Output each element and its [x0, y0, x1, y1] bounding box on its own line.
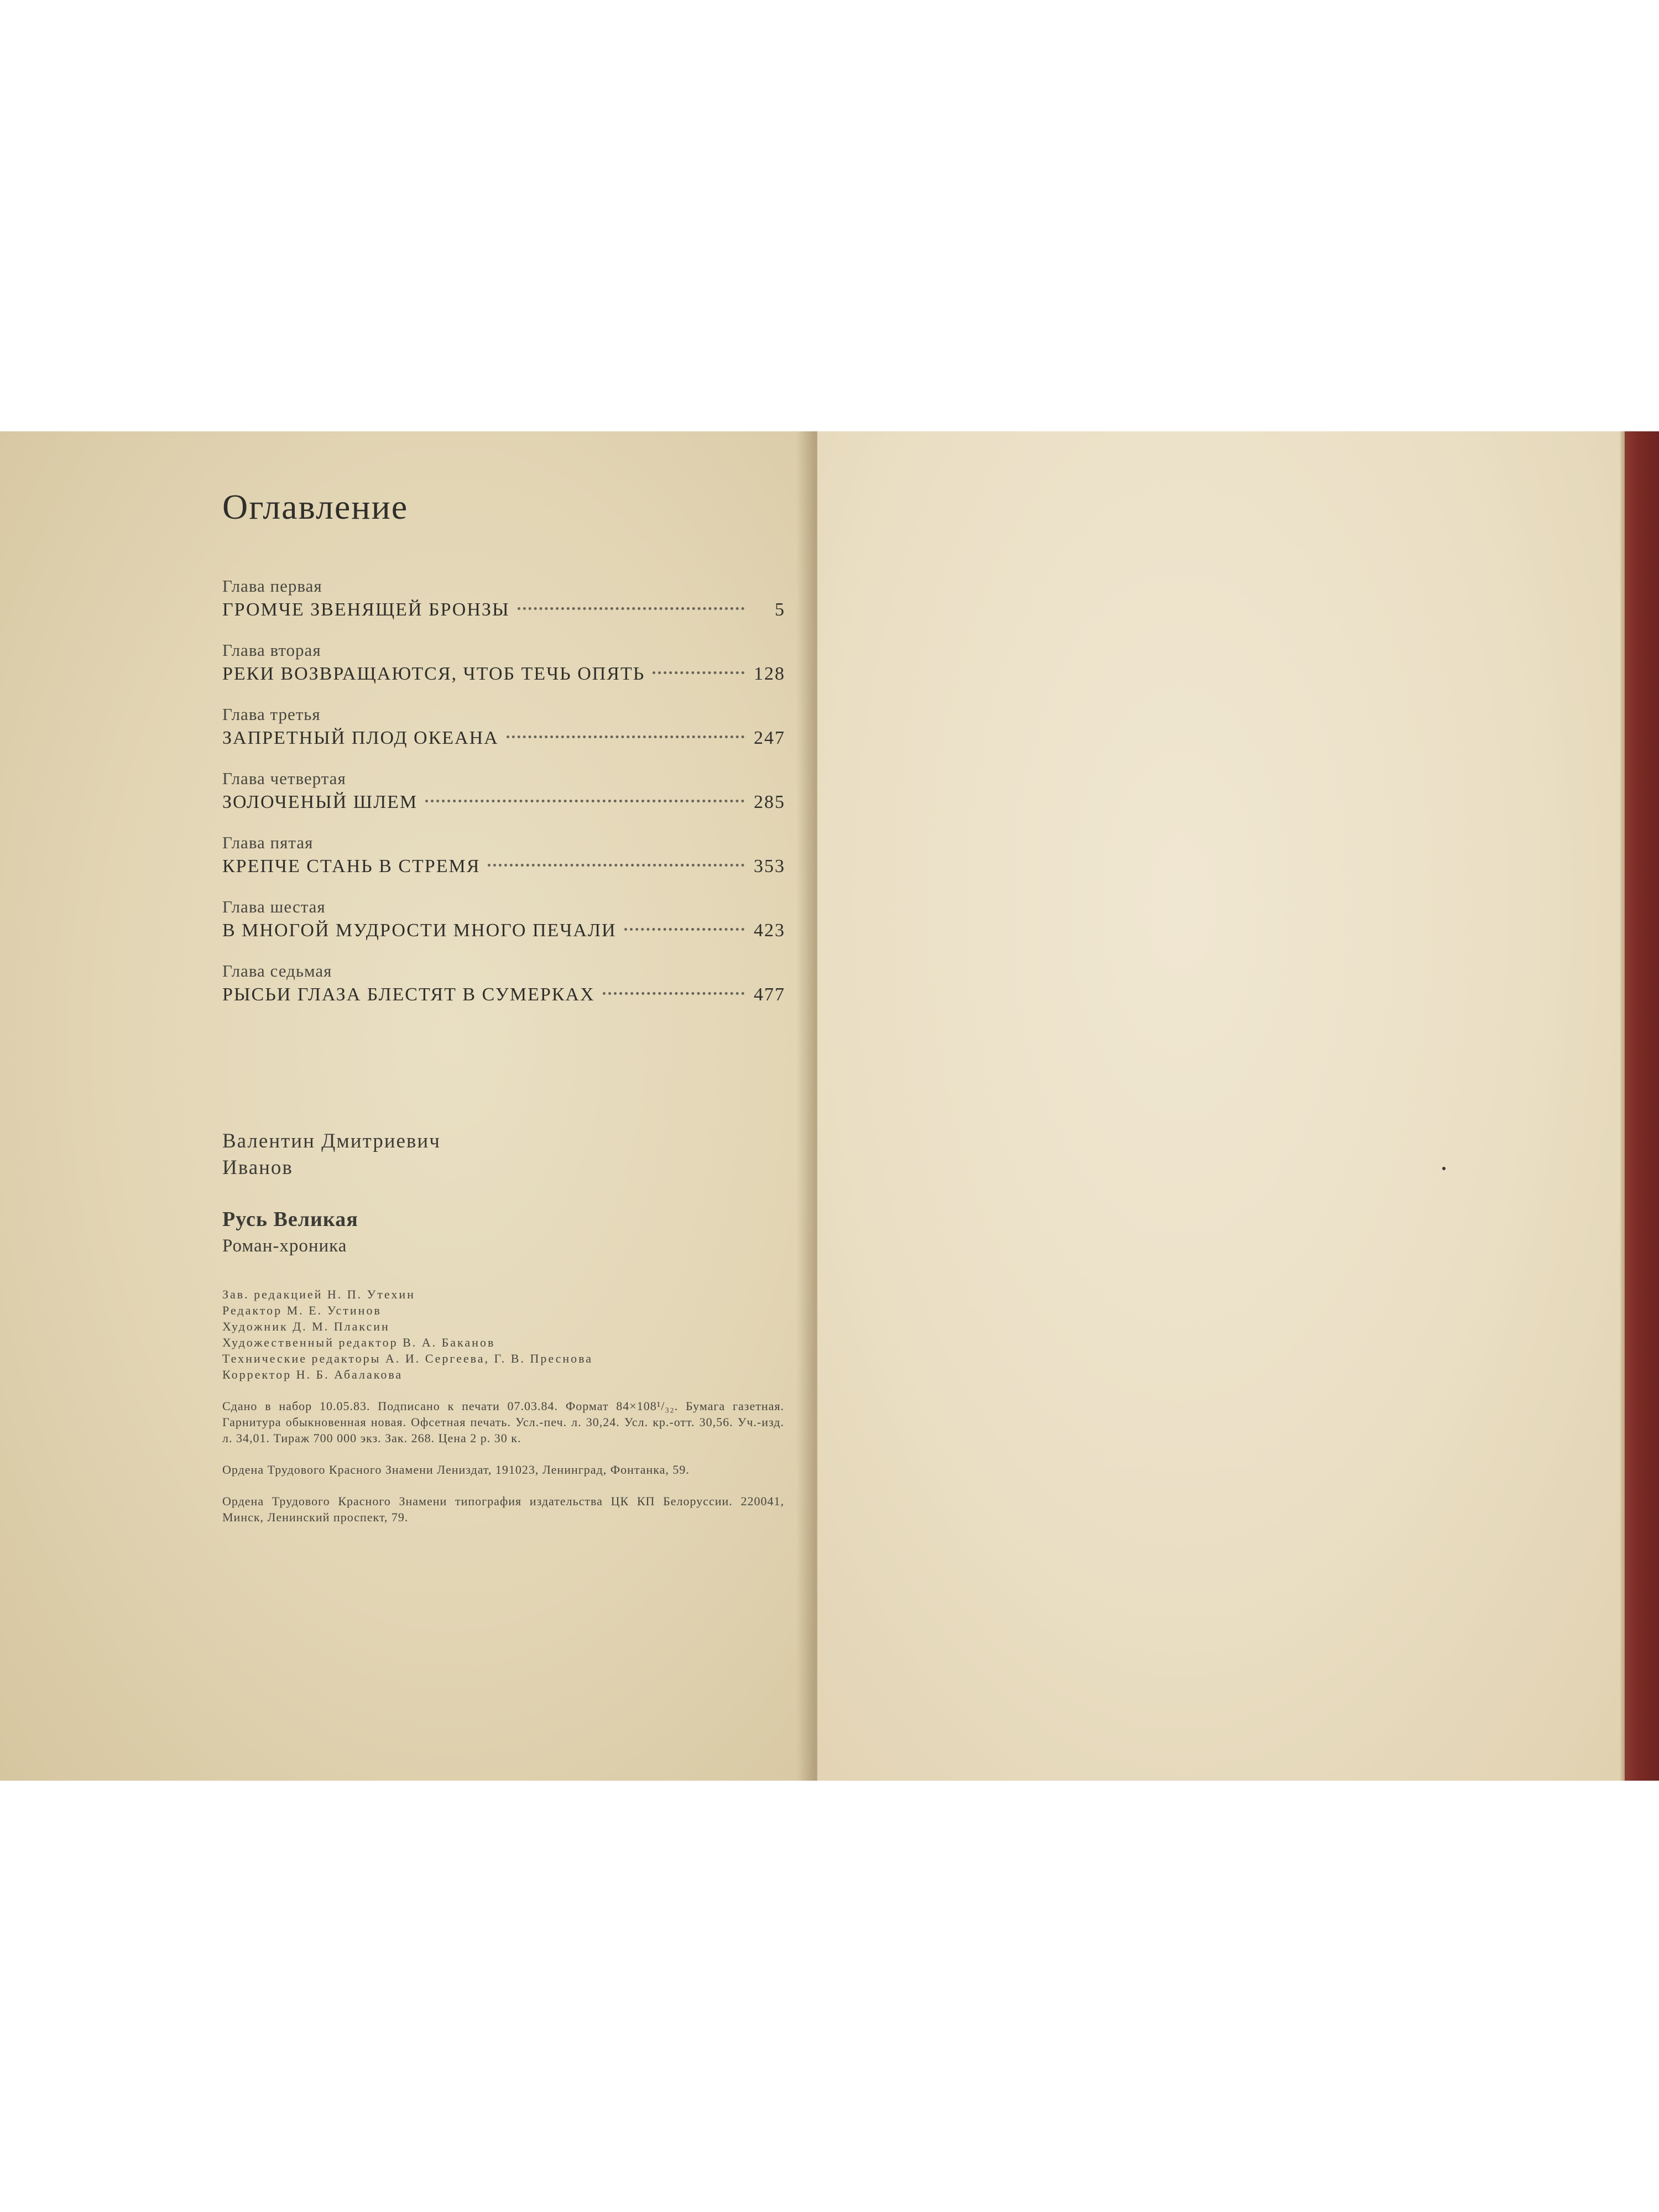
chapter-page-number: 128	[754, 664, 785, 684]
dot-leader	[624, 928, 744, 931]
chapter-name: ЗАПРЕТНЫЙ ПЛОД ОКЕАНА	[222, 728, 499, 748]
book-spread-scan	[0, 431, 1659, 1781]
chapter-page-number: 5	[775, 599, 785, 620]
cover-edge	[1625, 431, 1659, 1781]
chapter-page-number: 285	[754, 792, 785, 812]
dot-leader	[653, 671, 744, 674]
printer-address: Ордена Трудового Красного Знамени типография издательства ЦК КП Белоруссии. 220041, Минск, Ленинский проспект, 79.	[222, 1494, 784, 1524]
colophon	[222, 1128, 786, 1541]
toc-title: Оглавление	[222, 487, 409, 526]
toc-entry	[222, 896, 785, 943]
credit-line: Технические редакторы А. И. Сергеева, Г. В. Преснова	[222, 1352, 593, 1365]
chapter-page-number: 477	[754, 984, 785, 1005]
credit-line: Корректор Н. Б. Абалакова	[222, 1368, 403, 1381]
chapter-name: В МНОГОЙ МУДРОСТИ МНОГО ПЕЧАЛИ	[222, 920, 617, 941]
book-subtitle: Роман-хроника	[222, 1236, 347, 1256]
toc-entry	[222, 703, 785, 751]
left-page	[0, 431, 817, 1781]
print-details: Сдано в набор 10.05.83. Подписано к печати 07.03.84. Формат 84×108¹/₃₂. Бумага газетная. Гарнитура обыкновенная новая. Офсетная печать. Усл.-печ. л. 30,24. Усл. кр.-отт. 30,56. Уч.-изд. л. 34,01. Тираж 700 000 экз. Зак. 268. Цена 2 р. 30 к.	[222, 1399, 784, 1445]
chapter-name: РЕКИ ВОЗВРАЩАЮТСЯ, ЧТОБ ТЕЧЬ ОПЯТЬ	[222, 664, 645, 684]
paper-speck	[1442, 1167, 1446, 1170]
author-last-name: Иванов	[222, 1156, 293, 1179]
dot-leader	[518, 607, 744, 610]
credit-line: Редактор М. Е. Устинов	[222, 1303, 382, 1317]
table-of-contents	[222, 487, 785, 1024]
dot-leader	[603, 992, 744, 995]
chapter-name: ГРОМЧЕ ЗВЕНЯЩЕЙ БРОНЗЫ	[222, 599, 510, 620]
dot-leader	[507, 735, 744, 738]
chapter-label: Глава четвертая	[222, 769, 346, 788]
dot-leader	[488, 864, 744, 867]
chapter-page-number: 423	[754, 920, 785, 941]
credit-line: Художественный редактор В. А. Баканов	[222, 1335, 495, 1349]
chapter-page-number: 247	[754, 728, 785, 748]
dot-leader	[425, 800, 744, 802]
toc-entry	[222, 960, 785, 1008]
author-first-name: Валентин Дмитриевич	[222, 1130, 441, 1152]
chapter-name: РЫСЬИ ГЛАЗА БЛЕСТЯТ В СУМЕРКАХ	[222, 984, 595, 1005]
chapter-label: Глава первая	[222, 576, 322, 596]
credits-list	[222, 1286, 786, 1383]
toc-entry	[222, 768, 785, 815]
right-page-blank	[817, 431, 1625, 1781]
chapter-page-number: 353	[754, 856, 785, 877]
chapter-name: КРЕПЧЕ СТАНЬ В СТРЕМЯ	[222, 856, 481, 877]
chapter-name: ЗОЛОЧЕНЫЙ ШЛЕМ	[222, 792, 418, 812]
toc-entry	[222, 639, 785, 687]
chapter-label: Глава третья	[222, 705, 321, 724]
book-title: Русь Великая	[222, 1208, 358, 1231]
toc-entry	[222, 832, 785, 879]
publisher-address: Ордена Трудового Красного Знамени Лениздат, 191023, Ленинград, Фонтанка, 59.	[222, 1463, 690, 1477]
chapter-label: Глава пятая	[222, 833, 314, 852]
credit-line: Зав. редакцией Н. П. Утехин	[222, 1287, 415, 1301]
credit-line: Художник Д. М. Плаксин	[222, 1319, 390, 1333]
chapter-label: Глава седьмая	[222, 961, 332, 980]
chapter-label: Глава вторая	[222, 640, 321, 660]
chapter-label: Глава шестая	[222, 897, 326, 916]
toc-entry	[222, 575, 785, 623]
